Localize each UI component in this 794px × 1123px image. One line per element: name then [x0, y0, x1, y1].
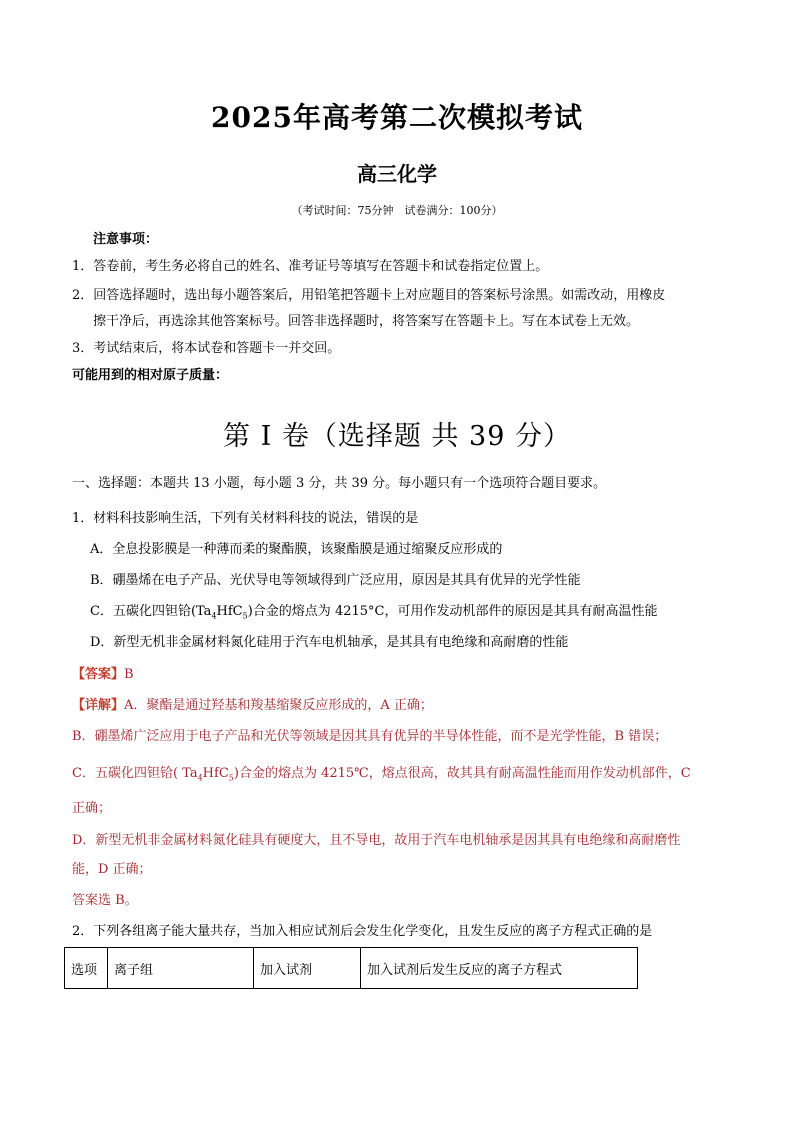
exam-info: （考试时间：75分钟 试卷满分：100分） — [291, 204, 503, 217]
detail-c: C．五碳化四钽铪( $Ta_4HfC_5$)合金的熔点为 4215℃，熔点很高，故其具有耐高温性能而用作发动机部件，C — [72, 766, 691, 783]
answer-value: B — [124, 667, 134, 682]
table-header-cell: 离子组 — [108, 948, 254, 989]
detail-b: B．硼墨烯广泛应用于电子产品和光伏等领域是因其具有优异的半导体性能，而不是光学性能，B 错误； — [72, 729, 668, 744]
table-header-cell: 加入试剂 — [254, 948, 361, 989]
detail-d-line-1: D．新型无机非金属材料氮化硅具有硬度大，且不导电，故用于汽车电机轴承是因其具有电绝缘和高耐磨性 — [72, 833, 681, 848]
table-header-row — [65, 948, 638, 989]
notice-item-3: 3．考试结束后，将本试卷和答题卡一并交回。 — [72, 341, 341, 356]
notice-item-2-line-2: 擦干净后，再选涂其他答案标号。回答非选择题时，将答案写在答题卡上。写在本试卷上无效。 — [93, 314, 640, 329]
question-1-option-b: B．硼墨烯在电子产品、光伏导电等领域得到广泛应用，原因是其具有优异的光学性能 — [90, 573, 581, 588]
detail-tag: 【详解】 — [72, 698, 125, 713]
notice-heading: 注意事项： — [93, 232, 159, 247]
question-2-stem: 2．下列各组离子能大量共存，当加入相应试剂后会发生化学变化，且发生反应的离子方程式正确的是 — [72, 924, 653, 939]
question-1-option-c: C．五碳化四钽铪$(Ta_4HfC_5)$合金的熔点为 4215°C，可用作发动机部件的原因是其具有耐高温性能 — [90, 604, 658, 621]
section-title: 第 I 卷（选择题 共 39 分） — [223, 421, 571, 452]
question-2-table — [64, 947, 638, 989]
answer-tag: 【答案】 — [72, 667, 125, 682]
table-header-cell: 选项 — [65, 948, 108, 989]
detail-a: 【详解】A．聚酯是通过羟基和羧基缩聚反应形成的，A 正确； — [72, 698, 433, 713]
atomic-mass-label: 可能用到的相对原子质量： — [72, 368, 229, 383]
detail-c-line-2: 正确； — [72, 801, 112, 816]
question-1-option-a: A．全息投影膜是一种薄而柔的聚酯膜，该聚酯膜是通过缩聚反应形成的 — [90, 542, 503, 557]
detail-d-line-2: 能，D 正确； — [72, 862, 152, 877]
table-header-cell: 加入试剂后发生反应的离子方程式 — [361, 948, 638, 989]
exam-subtitle: 高三化学 — [357, 162, 437, 186]
question-1-stem: 1．材料科技影响生活，下列有关材料科技的说法，错误的是 — [72, 511, 419, 526]
answer-conclusion: 答案选 B。 — [72, 893, 138, 908]
notice-item-2-line-1: 2．回答选择题时，选出每小题答案后，用铅笔把答题卡上对应题目的答案标号涂黑。如需改动，用橡皮 — [72, 288, 666, 303]
section-instructions: 一、选择题：本题共 13 小题，每小题 3 分，共 39 分。每小题只有一个选项符合题目要求。 — [72, 476, 607, 491]
notice-item-1: 1．答卷前，考生务必将自己的姓名、准考证号等填写在答题卡和试卷指定位置上。 — [72, 259, 549, 274]
answer-line — [72, 663, 134, 682]
exam-title: 2025年高考第二次模拟考试 — [211, 101, 583, 134]
question-1-option-d: D．新型无机非金属材料氮化硅用于汽车电机轴承，是其具有电绝缘和高耐磨的性能 — [90, 635, 569, 650]
